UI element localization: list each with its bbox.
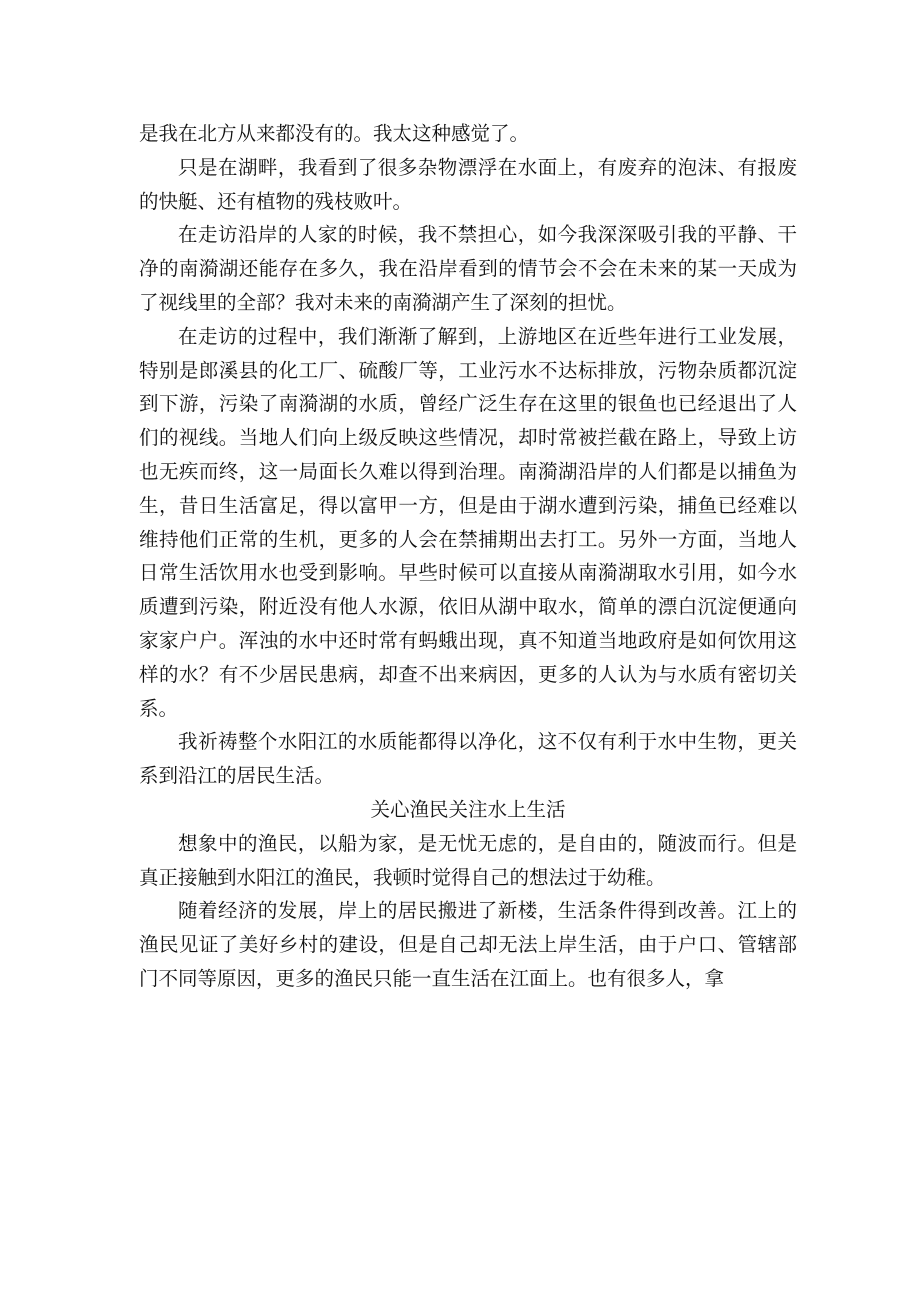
section-heading: 关心渔民关注水上生活 <box>370 797 566 821</box>
paragraph-4: 在走访的过程中，我们渐渐了解到，上游地区在近些年进行工业发展，特别是郎溪县的化工厂、硫酸厂等，工业污水不达标排放，污物杂质都沉淀到下游，污染了南漪湖的水质，曾经广泛生存在这里的银鱼也已经退出了人们的视线。当地人们向上级反映这些情况，却时常被拦截在路上，导致上访也无疾而终，这一局面长久难以得到治理。南漪湖沿岸的人们都是以捕鱼为生，昔日生活富足，得以富甲一方，但是由于湖水遭到污染，捕鱼已经难以维持他们正常的生机，更多的人会在禁捕期出去打工。另外一方面，当地人日常生活饮用水也受到影响。早些时候可以直接从南漪湖取水引用，如今水质遭到污染，附近没有他人水源，依旧从湖中取水，简单的漂白沉淀便通向家家户户。浑浊的水中还时常有蚂蛾出现，真不知道当地政府是如何饮用这样的水？有不少居民患病，却查不出来病因，更多的人认为与水质有密切关系。 <box>139 324 797 720</box>
paragraph-2: 只是在湖畔，我看到了很多杂物漂浮在水面上，有废弃的泡沫、有报废的快艇、还有植物的残枝败叶。 <box>139 155 797 213</box>
paragraph-7: 随着经济的发展，岸上的居民搬进了新楼，生活条件得到改善。江上的渔民见证了美好乡村的建设，但是自己却无法上岸生活，由于户口、管辖部门不同等原因，更多的渔民只能一直生活在江面上。也有很多人，拿 <box>139 899 797 990</box>
paragraph-5: 我祈祷整个水阳江的水质能都得以净化，这不仅有利于水中生物，更关系到沿江的居民生活。 <box>139 730 797 788</box>
document-page <box>139 117 797 996</box>
paragraph-1: 是我在北方从来都没有的。我太这种感觉了。 <box>139 122 530 145</box>
paragraph-3: 在走访沿岸的人家的时候，我不禁担心，如今我深深吸引我的平静、干净的南漪湖还能存在多久，我在沿岸看到的情节会不会在未来的某一天成为了视线里的全部？我对未来的南漪湖产生了深刻的担忧。 <box>139 223 797 314</box>
paragraph-6: 想象中的渔民，以船为家，是无忧无虑的，是自由的，随波而行。但是真正接触到水阳江的渔民，我顿时觉得自己的想法过于幼稚。 <box>139 831 797 889</box>
